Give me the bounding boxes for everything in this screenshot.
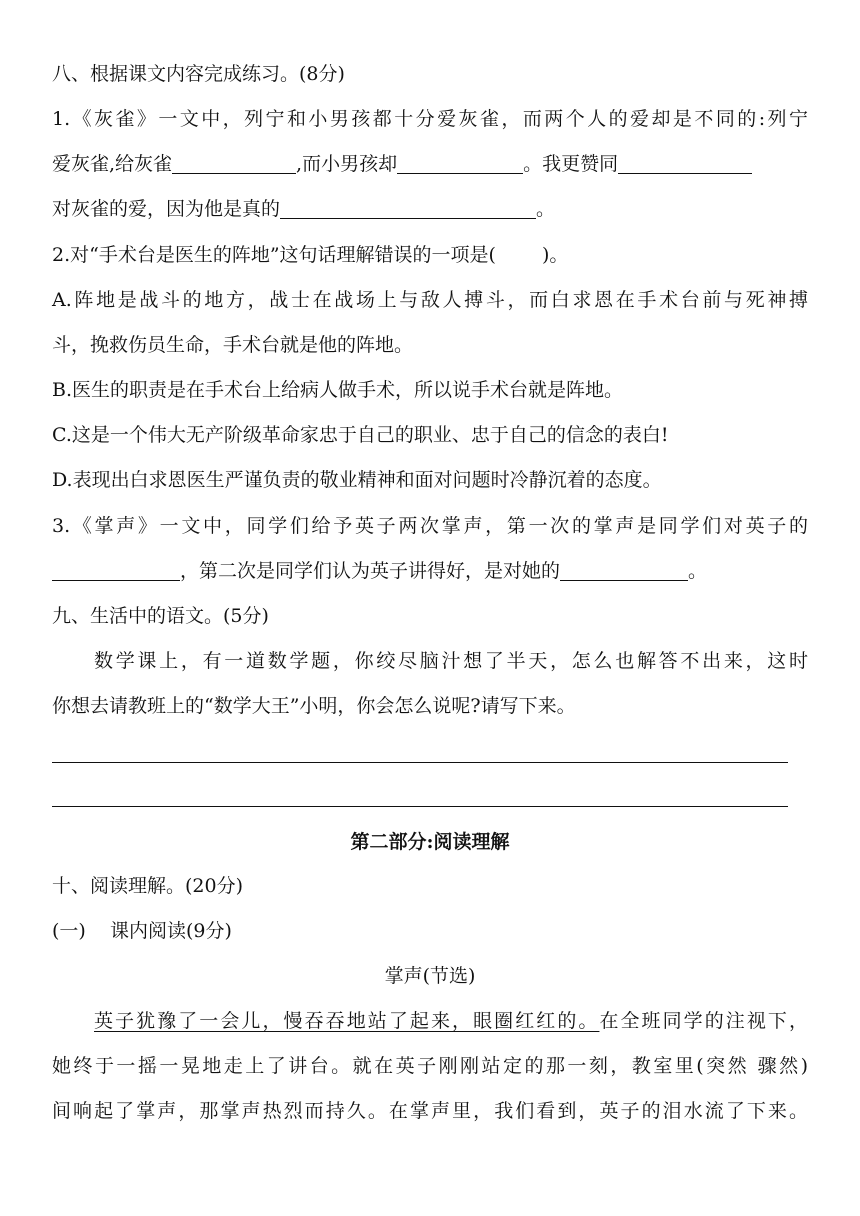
- answer-line[interactable]: [52, 806, 788, 807]
- q3-line2: [52, 556, 808, 586]
- part2-title: 第二部分:阅读理解: [350, 831, 510, 853]
- q2-option-d: D.表现出白求恩医生严谨负责的敬业精神和面对问题时冷静沉着的态度。: [52, 469, 662, 491]
- passage-line2: 她终于一摇一晃地走上了讲台。就在英子刚刚站定的那一刻，教室里(突然 骤然): [52, 1055, 808, 1077]
- q1-line2: [52, 149, 808, 179]
- q1-line2-text-b: ,而小男孩却: [296, 153, 398, 175]
- q3-line2-text-a: ，第二次是同学们认为英子讲得好，是对她的: [180, 560, 561, 582]
- passage-line3: 间响起了掌声，那掌声热烈而持久。在掌声里，我们看到，英子的泪水流了下来。: [52, 1100, 808, 1122]
- q1-line2-text-a: 爱灰雀,给灰雀: [52, 153, 173, 175]
- answer-blank[interactable]: [172, 153, 296, 174]
- q3-line1: 3.《掌声》一文中，同学们给予英子两次掌声，第一次的掌声是同学们对英子的: [52, 515, 808, 537]
- q1-line3-text-a: 对灰雀的爱，因为他是真的: [52, 198, 281, 220]
- q2-option-b: B.医生的职责是在手术台上给病人做手术，所以说手术台就是阵地。: [52, 379, 624, 401]
- section8-heading: 八、根据课文内容完成练习。(8分): [52, 63, 345, 85]
- answer-blank[interactable]: [618, 153, 752, 174]
- q1-line3: [52, 194, 808, 224]
- q2-stem: [52, 240, 808, 270]
- section9-para-line1: 数学课上，有一道数学题，你绞尽脑汁想了半天，怎么也解答不出来，这时: [94, 650, 808, 672]
- q2-option-a-line1: A.阵地是战斗的地方，战士在战场上与敌人搏斗，而白求恩在手术台前与死神搏: [52, 289, 808, 311]
- q1-line3-text-b: 。: [536, 198, 556, 220]
- answer-blank[interactable]: [560, 560, 688, 581]
- answer-blank[interactable]: [397, 153, 523, 174]
- answer-blank[interactable]: [280, 198, 536, 219]
- q1-line2-text-c: 。我更赞同: [523, 153, 619, 175]
- q2-stem-text: 2.对“手术台是医生的阵地”这句话理解错误的一项是(: [52, 244, 496, 266]
- passage-title: 掌声(节选): [384, 965, 476, 987]
- passage-underlined-sentence: 英子犹豫了一会儿，慢吞吞地站了起来，眼圈红红的。: [94, 1010, 600, 1032]
- answer-blank[interactable]: [52, 560, 180, 581]
- q1-line1: 1.《灰雀》一文中，列宁和小男孩都十分爱灰雀，而两个人的爱却是不同的:列宁: [52, 108, 808, 130]
- section10-heading: 十、阅读理解。(20分): [52, 875, 244, 897]
- q3-line2-text-b: 。: [688, 560, 708, 582]
- passage-line1-rest: 在全班同学的注视下，: [599, 1010, 808, 1032]
- q2-option-c: C.这是一个伟大无产阶级革命家忠于自己的职业、忠于自己的信念的表白!: [52, 424, 669, 446]
- q2-option-a-line2: 斗，挽救伤员生命，手术台就是他的阵地。: [52, 334, 414, 356]
- q2-stem-end: )。: [541, 244, 569, 266]
- answer-line[interactable]: [52, 762, 788, 763]
- passage-line1: [52, 1006, 808, 1036]
- section9-heading: 九、生活中的语文。(5分): [52, 605, 269, 627]
- section9-para-line2: 你想去请教班上的“数学大王”小明，你会怎么说呢?请写下来。: [52, 695, 576, 717]
- section10-sub-heading: (一) 课内阅读(9分): [52, 920, 232, 942]
